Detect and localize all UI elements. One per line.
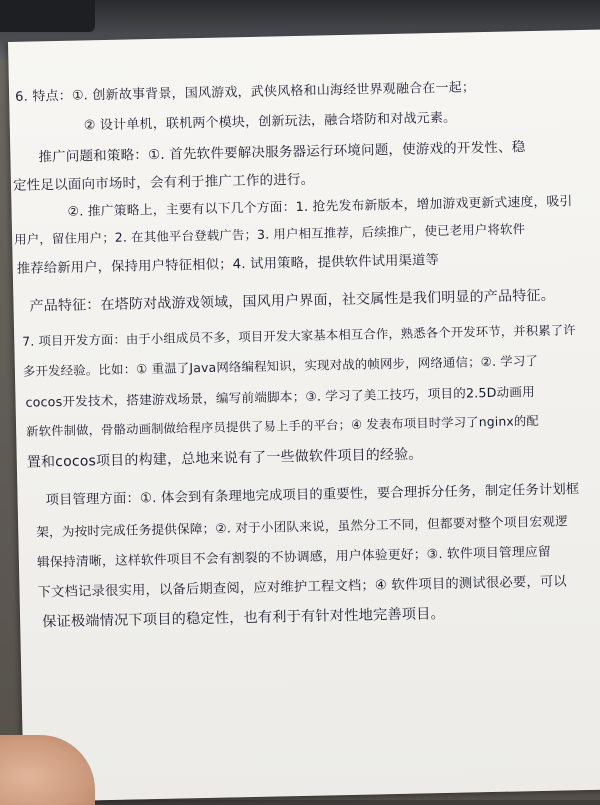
text-line: 7. 项目开发方面：由于小组成员不多，项目开发大家基本相互合作，熟悉各个开发环节，并积累了许 [22,323,576,349]
text-line: 辑保持清晰，这样软件项目不会有割裂的不协调感，用户体验更好；③. 软件项目管理应留 [36,544,552,571]
text-line: 推广问题和策略：①. 首先软件要解决服务器运行环境问题，使游戏的开发性、稳 [38,139,526,166]
paper-sheet [8,29,600,801]
text-line: 项目管理方面：①. 体会到有条理地完成项目的重要性，要合理拆分任务，制定任务计划框 [45,482,580,509]
text-line: 多开发经验。比如：① 重温了Java网络编程知识，实现对战的帧网步，网络通信；②. 学习了 [22,352,539,379]
text-line: 6. 特点：①. 创新故事背景，国风游戏，武侠风格和山海经世界观融合在一起； [15,80,476,105]
text-line: 保证极端情况下项目的稳定性，也有利于有针对性地完善项目。 [41,605,446,631]
text-line: 推荐给新用户，保持用户特征相似；4. 试用策略，提供软件试用渠道等 [16,253,440,277]
text-line: 用户，留住用户；2. 在其他平台登载广告；3. 用户相互推荐，后续推广，使已老用户将软件 [13,221,526,247]
text-line: 新软件制做，骨骼动画制做给程序员提供了易上手的平台；④ 发表布项目时学习了nginx的配 [26,413,540,439]
text-line: 产品特征：在塔防对战游戏领域，国风用户界面，社交属性是我们明显的产品特征。 [29,287,556,315]
trackpad [0,0,95,32]
text-line: ② 设计单机，联机两个模块，创新玩法，融合塔防和对战元素。 [83,110,457,134]
text-line: 定性足以面向市场时，会有利于推广工作的进行。 [12,171,315,194]
text-line: 架，为按时完成任务提供保障；②. 对于小团队来说，虽然分工不同，但都要对整个项目宏观逻 [36,513,568,540]
text-line: 置和cocos项目的构建，总地来说有了一些做软件项目的经验。 [26,446,423,471]
text-line: 下文档记录很实用，以备后期查阅，应对维护工程文档；④ 软件项目的测试很必要，可以 [37,574,568,601]
text-line: cocos开发技术，搭建游戏场景，编写前端脚本；③. 学习了美工技巧，项目的2.5D动画用 [25,384,536,410]
text-line: ②. 推广策略上，主要有以下几个方面：1. 抢先发布新版本，增加游戏更新式速度，吸引 [67,194,573,220]
